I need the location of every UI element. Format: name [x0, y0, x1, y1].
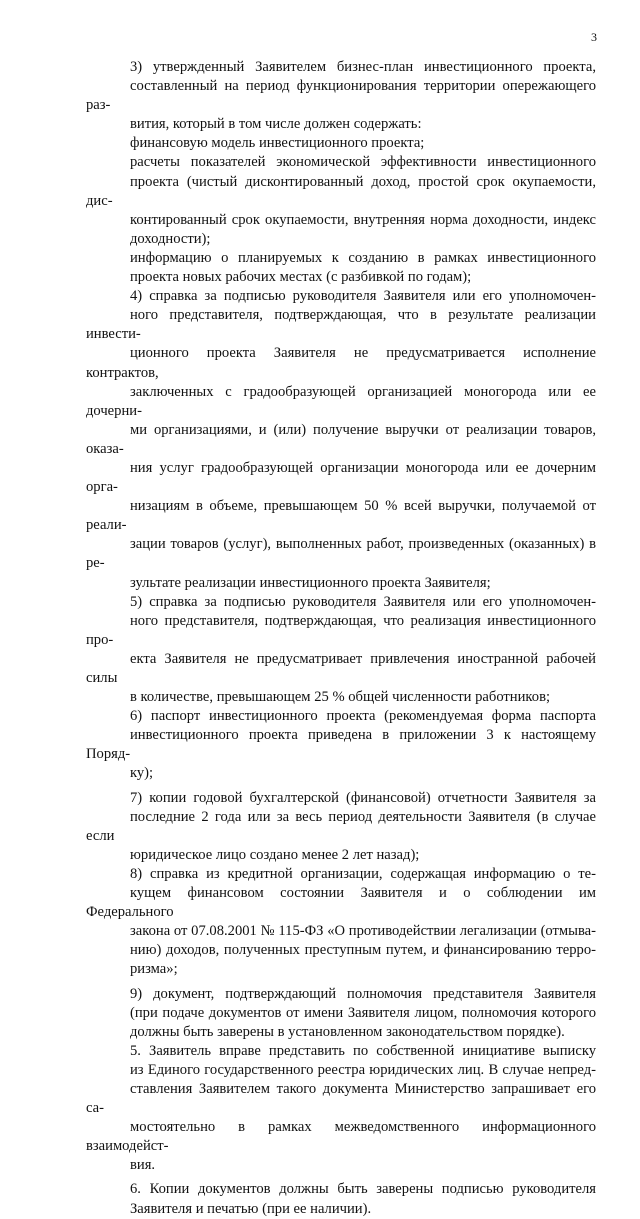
text-line: зации товаров (услуг), выполненных работ, произведенных (оказанных) в ре- — [86, 536, 596, 572]
text-line: вития, который в том числе должен содержать: — [130, 116, 422, 133]
text-line: 8) справка из кредитной организации, содержащая информацию о те- — [130, 865, 596, 882]
text-line: нию) доходов, полученных преступным путем, и финансированию терро- — [130, 942, 596, 959]
text-line: 5) справка за подписью руководителя Заявителя или его уполномочен- — [130, 593, 596, 610]
text-line: 3) утвержденный Заявителем бизнес-план инвестиционного проекта, — [130, 59, 596, 75]
text-line: проекта новых рабочих местах (с разбивкой по годам); — [130, 269, 472, 286]
text-line: доходности); — [130, 230, 211, 247]
text-line: вия. — [130, 1157, 156, 1174]
text-line: 6. Копии документов должны быть заверены подписью руководителя — [130, 1181, 596, 1198]
text-line: закона от 07.08.2001 № 115-ФЗ «О противодействии легализации (отмыва- — [130, 923, 596, 940]
text-line: 5. Заявитель вправе представить по собственной инициативе выписку — [130, 1042, 596, 1059]
paragraph — [86, 249, 596, 287]
text-line: зультате реализации инвестиционного проекта Заявителя; — [130, 574, 491, 591]
paragraph — [86, 1042, 596, 1176]
document-body — [86, 58, 596, 1219]
text-line: ризма»; — [130, 961, 178, 978]
paragraph — [86, 593, 596, 708]
text-line: 4) справка за подписью руководителя Заявителя или его уполномочен- — [130, 288, 596, 305]
text-line: инвестиционного проекта приведена в приложении 3 к настоящему Поряд- — [86, 727, 596, 763]
text-line: низациям в объеме, превышающем 50 % всей выручки, получаемой от реали- — [86, 498, 596, 534]
text-line: 6) паспорт инвестиционного проекта (рекомендуемая форма паспорта — [130, 708, 596, 725]
paragraph — [86, 153, 596, 248]
text-line: проекта (чистый дисконтированный доход, простой срок окупаемости, дис- — [86, 173, 596, 209]
text-line: информацию о планируемых к созданию в рамках инвестиционного — [130, 249, 596, 266]
text-line: ционного проекта Заявителя не предусматривается исполнение контрактов, — [86, 345, 596, 381]
paragraph — [86, 865, 596, 980]
text-line: ного представителя, подтверждающая, что в результате реализации инвести- — [86, 307, 596, 343]
text-line: юридическое лицо создано менее 2 лет назад); — [130, 846, 420, 863]
text-line: мостоятельно в рамках межведомственного информационного взаимодейст- — [86, 1119, 596, 1155]
paragraph — [86, 134, 596, 153]
paragraph — [86, 707, 596, 783]
text-line: ми организациями, и (или) получение выручки от реализации товаров, оказа- — [86, 421, 596, 457]
text-line: заключенных с градообразующей организацией моногорода или ее дочерни- — [86, 383, 596, 419]
text-line: 7) копии годовой бухгалтерской (финансовой) отчетности Заявителя за — [130, 789, 596, 806]
paragraph — [86, 58, 596, 134]
text-line: Заявителя и печатью (при ее наличии). — [130, 1200, 372, 1217]
text-line: ния услуг градообразующей организации моногорода или ее дочерним орга- — [86, 459, 596, 496]
text-line: екта Заявителя не предусматривает привлечения иностранной рабочей силы — [86, 650, 596, 686]
page-number: 3 — [591, 30, 597, 44]
text-line: в количестве, превышающем 25 % общей численности работников; — [130, 689, 551, 706]
text-line: из Единого государственного реестра юридических лиц. В случае непред- — [130, 1061, 596, 1078]
text-line: ку); — [130, 765, 154, 782]
text-line: контированный срок окупаемости, внутренняя норма доходности, индекс — [130, 211, 596, 228]
paragraph — [86, 789, 596, 865]
text-line: ставления Заявителем такого документа Министерство запрашивает его са- — [86, 1080, 596, 1117]
text-line: финансовую модель инвестиционного проекта; — [130, 135, 425, 152]
text-line: 9) документ, подтверждающий полномочия представителя Заявителя — [130, 985, 596, 1002]
text-line: должны быть заверены в установленном законодательством порядке). — [130, 1023, 565, 1040]
text-line: расчеты показателей экономической эффективности инвестиционного — [130, 154, 596, 171]
text-line: кущем финансовом состоянии Заявителя и о соблюдении им Федерального — [86, 885, 596, 921]
paragraph — [86, 287, 596, 593]
text-line: ного представителя, подтверждающая, что реализация инвестиционного про- — [86, 612, 596, 648]
text-line: последние 2 года или за весь период деятельности Заявителя (в случае если — [86, 808, 596, 844]
text-line: составленный на период функционирования территории опережающего раз- — [86, 78, 596, 114]
paragraph — [86, 985, 596, 1042]
text-line: (при подаче документов от имени Заявителя лицом, полномочия которого — [130, 1004, 596, 1021]
paragraph — [86, 1180, 596, 1218]
